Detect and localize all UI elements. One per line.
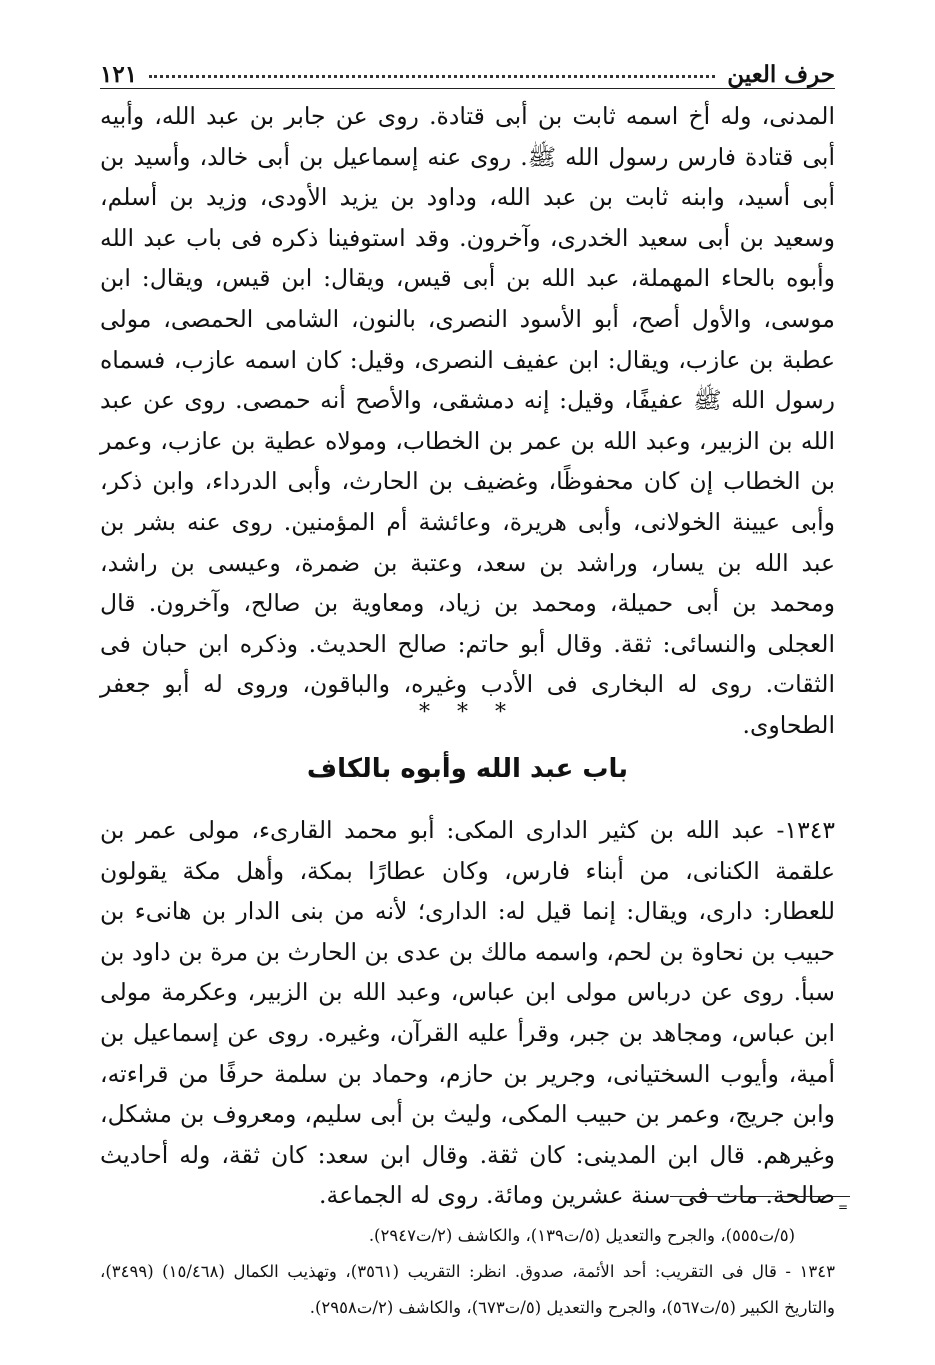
- entry-1343: [100, 810, 835, 1216]
- chapter-heading: باب عبد الله وأبوه بالكاف: [306, 754, 629, 784]
- page-header: [100, 40, 835, 89]
- page-number: ١٢١: [100, 61, 138, 88]
- entry-continuation: [100, 96, 835, 746]
- footnotes: [100, 1218, 835, 1326]
- footnote-item: ١٣٤٣ - قال فى التقريب: أحد الأئمة، صدوق. انظر: التقريب (٣٥٦١)، وتهذيب الكمال (١٥/٤٦٨) (٣٤٩٩)، والتاريخ الكبير (٥/ت٥٦٧)، والجرح والتعديل (٥/ت٦٧٣)، والكاشف (٢/ت٢٩٥٨).: [100, 1262, 835, 1317]
- running-head: حرف العين: [727, 61, 835, 88]
- footnote-continuation-mark: =: [838, 1200, 849, 1214]
- entry-1343-text: ١٣٤٣- عبد الله بن كثير الدارى المكى: أبو محمد القارىء، مولى عمر بن علقمة الكنانى، من أبناء فارس، وكان عطارًا بمكة، وأهل مكة يقولون للعطار: دارى، ويقال: إنما قيل له: الدارى؛ لأنه من بنى الدار بن هانىء بن حبيب بن نحاوة بن لحم، واسمه مالك بن عدى بن الحارث بن مرة بن داود بن سبأ. روى عن درباس مولى ابن عباس، وعبد الله بن الزبير، وعكرمة مولى ابن عباس، ومجاهد بن جبر، وقرأ عليه القرآن، وغيره. روى عن إسماعيل بن أمية، وأيوب السختيانى، وجرير بن حازم، وحماد بن سلمة حرفًا من قراءته، وابن جريج، وعمر بن حبيب المكى، وليث بن أبى سليم، ومعروف بن مشكل، وغيرهم. قال ابن المدينى: كان ثقة. وقال ابن سعد: كان ثقة، وله أحاديث صالحة. مات فى سنة عشرين ومائة. روى له الجماعة.: [100, 816, 835, 1210]
- header-leader-dots: [149, 75, 715, 78]
- footnote-divider: [670, 1196, 850, 1197]
- section-separator: * * *: [419, 700, 516, 725]
- footnote-item: (٥/ت٥٥٥)، والجرح والتعديل (٥/ت١٣٩)، والكاشف (٢/ت٢٩٤٧).: [368, 1226, 795, 1245]
- entry-continuation-text: المدنى، وله أخ اسمه ثابت بن أبى قتادة. روى عن جابر بن عبد الله، وأبيه أبى قتادة فارس رسول الله ﷺ. روى عنه إسماعيل بن أبى خالد، وأسيد بن أبى أسيد، وابنه ثابت بن عبد الله، وداود بن يزيد الأودى، وزيد بن أسلم، وسعيد بن أبى سعيد الخدرى، وآخرون. وقد استوفينا ذكره فى باب عبد الله وأبوه بالحاء المهملة، عبد الله بن أبى قيس، ويقال: ابن قيس، ويقال: ابن موسى، والأول أصح، أبو الأسود النصرى، بالنون، الشامى الحمصى، مولى عطبة بن عازب، ويقال: ابن عفيف النصرى، وقيل: كان اسمه عازب، فسماه رسول الله ﷺ عفيفًا، وقيل: إنه دمشقى، والأصح أنه حمصى. روى عن عبد الله بن الزبير، وعبد الله بن عمر بن الخطاب، ومولاه عطية بن عازب، وعمر بن الخطاب إن كان محفوظًا، وغضيف بن الحارث، وأبى الدرداء، وابن ذكر، وأبى عيينة الخولانى، وأبى هريرة، وعائشة أم المؤمنين. روى عنه بشر بن عبد الله بن يسار، وراشد بن سعد، وعتبة بن ضمرة، وعيسى بن راشد، ومحمد بن أبى حميلة، ومحمد بن زياد، ومعاوية بن صالح، وآخرون. قال العجلى والنسائى: ثقة. وقال أبو حاتم: صالح الحديث. وذكره ابن حبان فى الثقات. روى له البخارى فى الأدب وغيره، والباقون، وروى له أبو جعفر الطحاوى.: [100, 102, 835, 739]
